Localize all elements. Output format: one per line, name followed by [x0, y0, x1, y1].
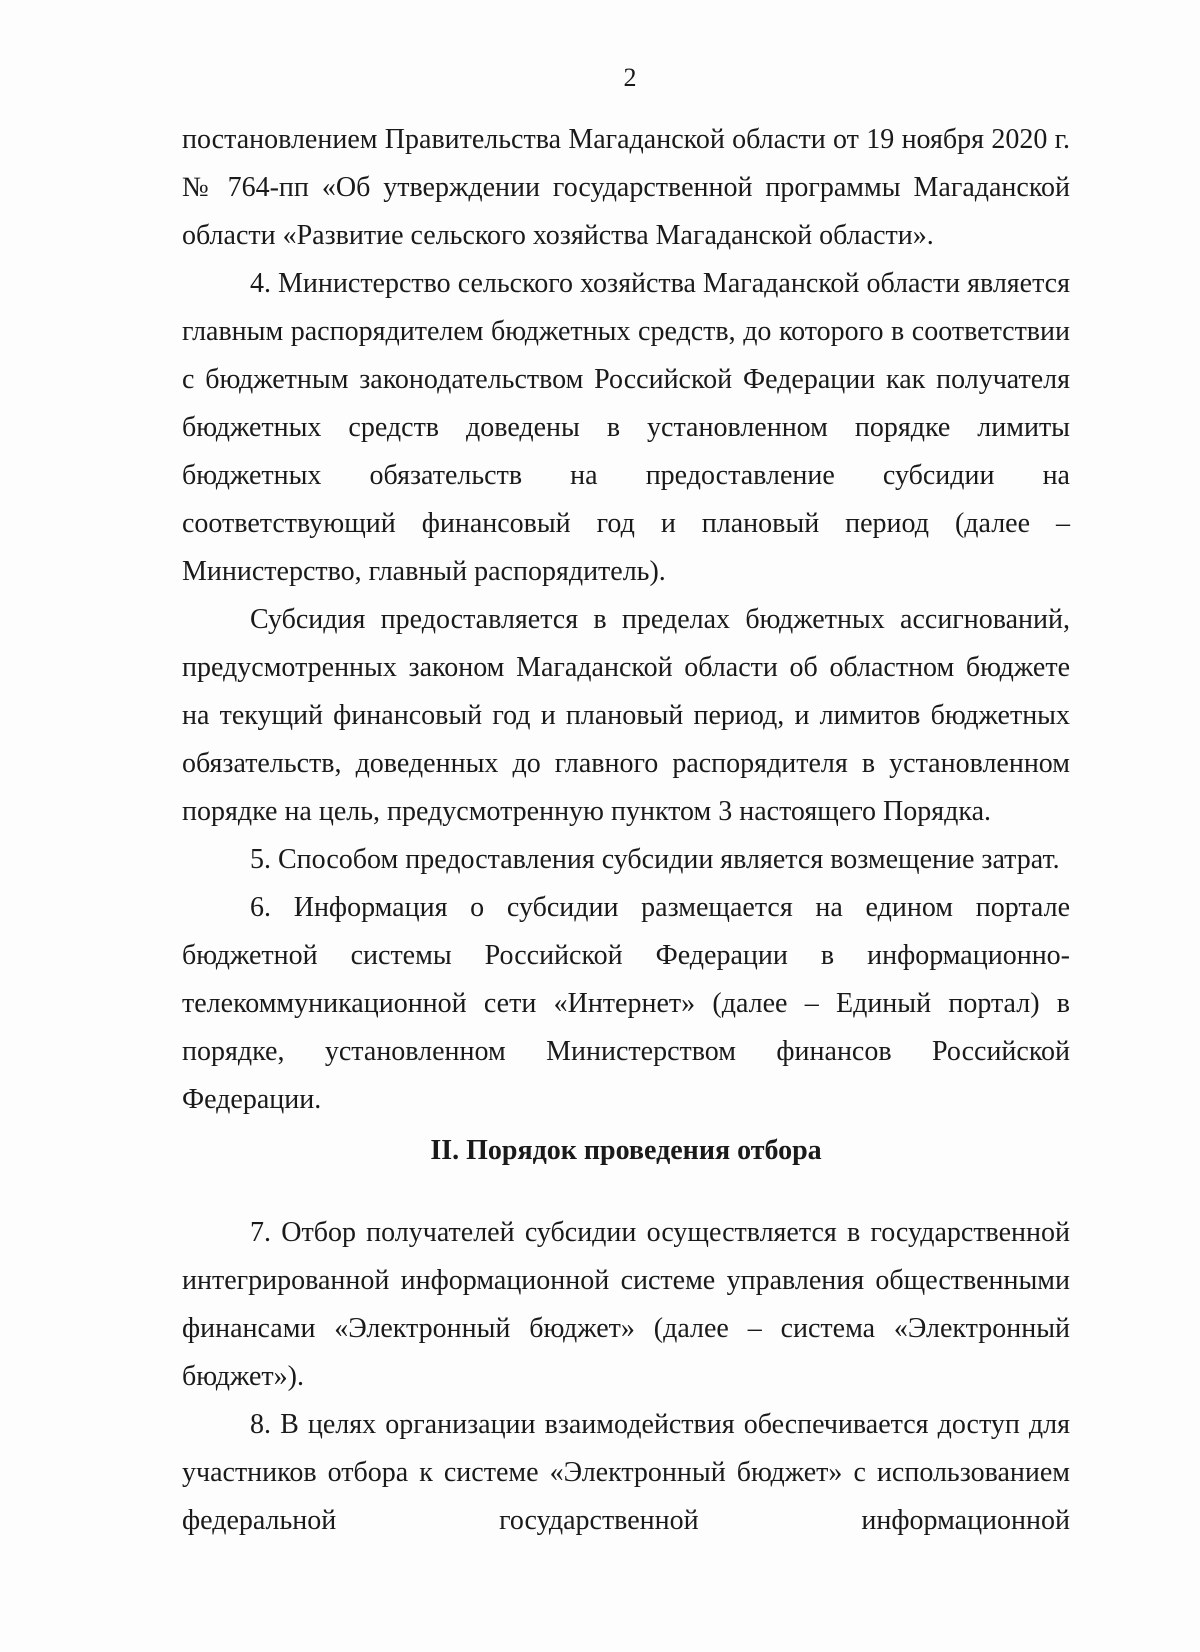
- paragraph-7: 7. Отбор получателей субсидии осуществляется в государственной интегрированной информационной системе управления общественными финансами «Электронный бюджет» (далее – система «Электронный бюджет»).: [182, 1217, 1070, 1392]
- paragraph-6: 6. Информация о субсидии размещается на едином портале бюджетной системы Российской Федерации в информационно-телекоммуникационной сети «Интернет» (далее – Единый портал) в порядке, установленном Министерством финансов Российской Федерации.: [182, 892, 1070, 1115]
- paragraph-5: 5. Способом предоставления субсидии является возмещение затрат.: [250, 844, 1060, 875]
- section-heading: II. Порядок проведения отбора: [430, 1135, 822, 1166]
- paragraph-4: 4. Министерство сельского хозяйства Магаданской области является главным распорядителем бюджетных средств, до которого в соответствии с бюджетным законодательством Российской Федерации как получателя бюджетных средств доведены в установленном порядке лимиты бюджетных обязательств на предоставление субсидии на соответствующий финансовый год и плановый период (далее – Министерство, главный распорядитель).: [182, 268, 1070, 587]
- body-text-upper: [182, 116, 1070, 1124]
- paragraph-3-continuation: постановлением Правительства Магаданской области от 19 ноября 2020 г. № 764-пп «Об утверждении государственной программы Магаданской области «Развитие сельского хозяйства Магаданской области».: [182, 124, 1070, 251]
- body-text-lower: [182, 1209, 1070, 1545]
- paragraph-4-subsidy: Субсидия предоставляется в пределах бюджетных ассигнований, предусмотренных законом Магаданской области об областном бюджете на текущий финансовый год и плановый период, и лимитов бюджетных обязательств, доведенных до главного распорядителя в установленном порядке на цель, предусмотренную пунктом 3 настоящего Порядка.: [182, 604, 1070, 827]
- paragraph-8: 8. В целях организации взаимодействия обеспечивается доступ для участников отбора к системе «Электронный бюджет» с использованием федеральной государственной информационной: [182, 1409, 1070, 1536]
- page-number: 2: [623, 63, 637, 92]
